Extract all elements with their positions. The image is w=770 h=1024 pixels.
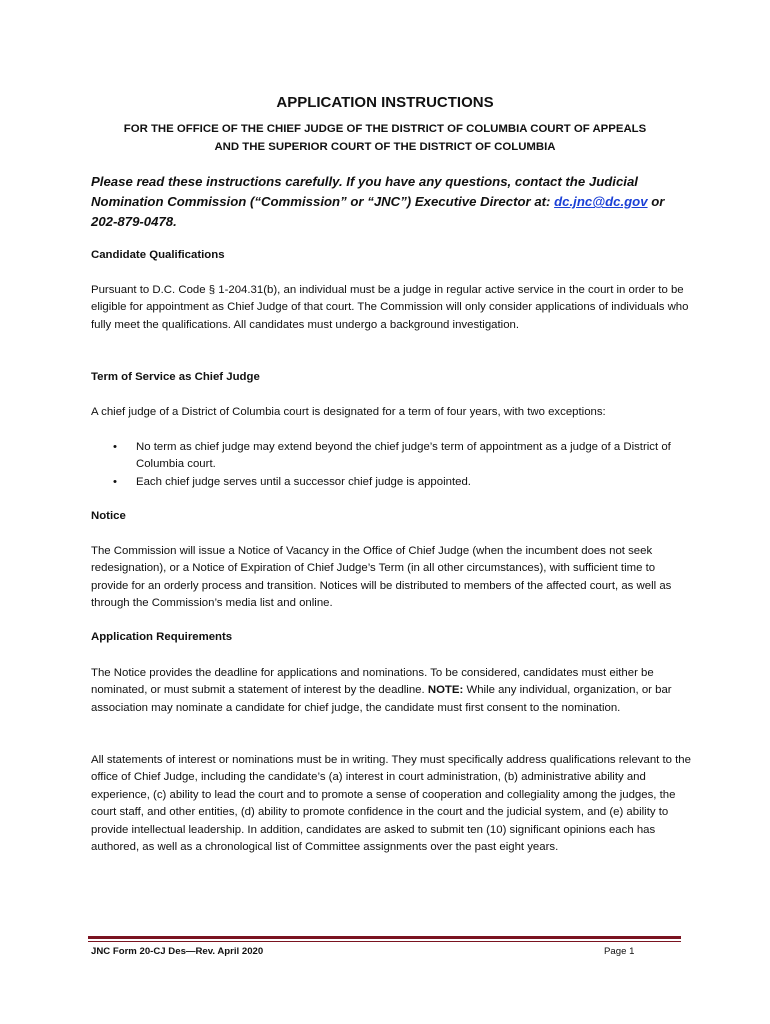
- section-heading-application-requirements: Application Requirements: [91, 631, 233, 643]
- list-item: [91, 474, 691, 491]
- notice-paragraph: The Commission will issue a Notice of Vacancy in the Office of Chief Judge (when the incumbent does not seek redesignation), or a Notice of Expiration of Chief Judge’s Term (in all other circumstances), with sufficient time to provide for an orderly process and transition. Notices will be distributed to members of the affected court, as well as through the Commission’s media list and online.: [91, 545, 672, 610]
- section-heading-candidate-qualifications: Candidate Qualifications: [91, 249, 225, 261]
- page-title: APPLICATION INSTRUCTIONS: [276, 94, 494, 111]
- intro-text-after: or 202-879-0478.: [91, 194, 665, 229]
- footer-rule-thin: [88, 941, 681, 942]
- footer-form-label: JNC Form 20-CJ Des—Rev. April 2020: [91, 946, 264, 957]
- term-of-service-paragraph: A chief judge of a District of Columbia court is designated for a term of four years, with two exceptions:: [91, 406, 606, 418]
- contact-email-link[interactable]: dc.jnc@dc.gov: [554, 194, 648, 209]
- bullet-icon: •: [113, 475, 117, 488]
- candidate-qualifications-paragraph: Pursuant to D.C. Code § 1-204.31(b), an individual must be a judge in regular active service in the court in order to be eligible for appointment as Chief Judge of that court. The Commission will only consider applications of individuals who fully meet the qualifications. All candidates must undergo a background investigation.: [91, 284, 689, 331]
- page-subtitle: [60, 120, 710, 156]
- intro-instructions: [91, 172, 691, 232]
- footer-rule-thick: [88, 936, 681, 939]
- paragraph-text-after-note: While any individual, organization, or bar association may nominate a candidate for chief judge, the candidate must first consent to the nomination.: [91, 684, 672, 714]
- application-requirements-paragraph-2: All statements of interest or nominations must be in writing. They must specifically address qualifications relevant to the office of Chief Judge, including the candidate’s (a) interest in court administration, (b) administrative ability and experience, (c) ability to lead the court and to promote a sense of cooperation and collegiality among the judges, the court staff, and other entities, (d) ability to promote confidence in the court and the judicial system, and (e) ability to provide intellectual leadership. In addition, candidates are asked to submit ten (10) significant opinions each has authored, as well as a chronological list of Committee assignments over the past eight years.: [91, 754, 691, 854]
- list-item-text: No term as chief judge may extend beyond the chief judge’s term of appointment as a judge of a District of Columbia court.: [136, 441, 671, 471]
- list-item-text: Each chief judge serves until a successor chief judge is appointed.: [136, 475, 471, 488]
- section-heading-notice: Notice: [91, 510, 126, 522]
- list-item: [91, 439, 691, 474]
- bullet-icon: •: [113, 441, 117, 453]
- subtitle-line-2: AND THE SUPERIOR COURT OF THE DISTRICT OF COLUMBIA: [214, 141, 556, 153]
- application-requirements-paragraph-1: [91, 665, 691, 717]
- footer-page-number: Page 1: [604, 946, 635, 957]
- subtitle-line-1: FOR THE OFFICE OF THE CHIEF JUDGE OF THE DISTRICT OF COLUMBIA COURT OF APPEALS: [123, 123, 647, 135]
- intro-text: Please read these instructions carefully. If you have any questions, contact the Judicial Nomination Commission (“Commission” or “JNC”) Executive Director at:: [91, 174, 638, 209]
- paragraph-text: The Notice provides the deadline for applications and nominations. To be considered, candidates must either be nominated, or must submit a statement of interest by the deadline.: [91, 667, 654, 697]
- section-heading-term-of-service: Term of Service as Chief Judge: [91, 371, 260, 383]
- term-exceptions-list: [91, 439, 691, 491]
- note-label: NOTE:: [427, 684, 464, 697]
